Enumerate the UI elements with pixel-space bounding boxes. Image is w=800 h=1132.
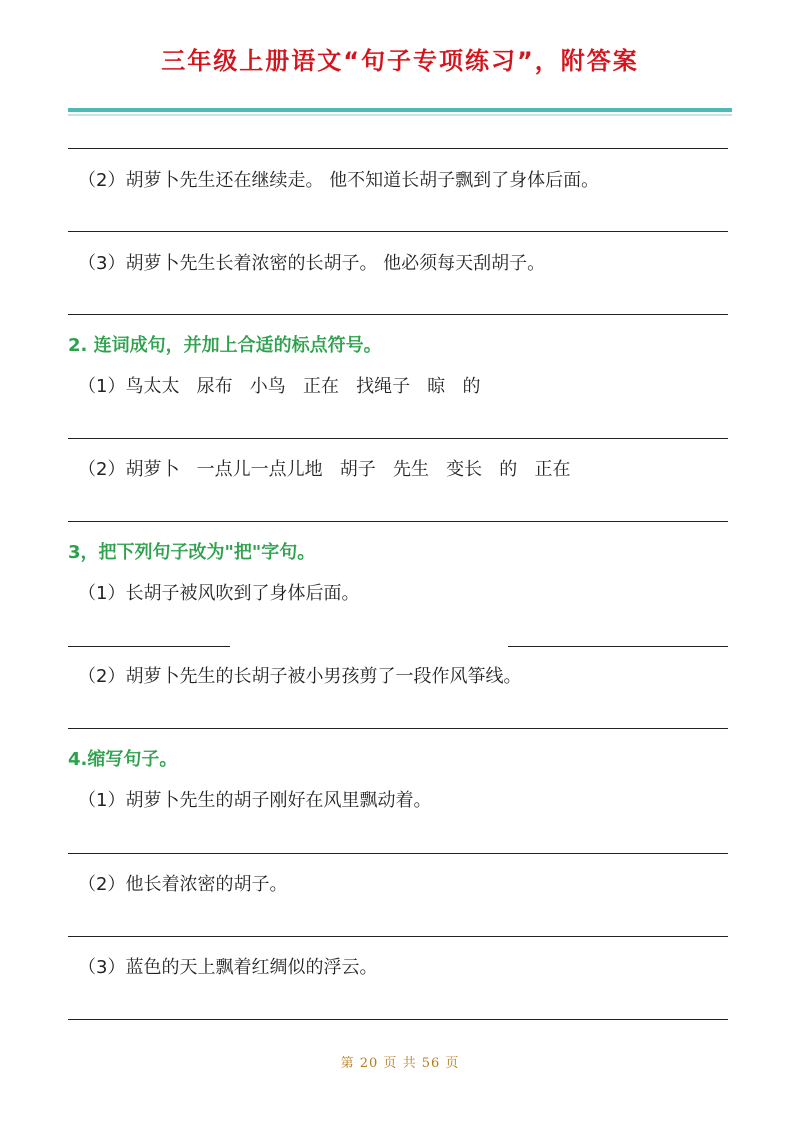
- exercise-item: （3）蓝色的天上飘着红绸似的浮云。: [78, 957, 378, 978]
- exercise-item: （2）他长着浓密的胡子。: [78, 874, 288, 895]
- exercise-item: （3）胡萝卜先生长着浓密的长胡子。 他必须每天刮胡子。: [78, 253, 546, 274]
- section-heading: 2. 连词成句，并加上合适的标点符号。: [68, 335, 382, 356]
- title-divider-shadow: [68, 114, 732, 116]
- answer-line: [68, 728, 728, 729]
- answer-line: [68, 936, 728, 937]
- section-heading: 3，把下列句子改为"把"字句。: [68, 542, 316, 563]
- answer-line: [68, 314, 728, 315]
- answer-line: [68, 853, 728, 854]
- title-divider: [68, 108, 732, 112]
- page-number: 第 20 页 共 56 页: [340, 1056, 460, 1071]
- exercise-item: （2）胡萝卜 一点儿一点儿地 胡子 先生 变长 的 正在: [78, 459, 571, 480]
- answer-line: [508, 646, 728, 647]
- section-heading: 4.缩写句子。: [68, 749, 178, 770]
- exercise-item: （2）胡萝卜先生的长胡子被小男孩剪了一段作风筝线。: [78, 666, 522, 687]
- exercise-item: （1）鸟太太 尿布 小鸟 正在 找绳子 晾 的: [78, 376, 481, 397]
- answer-line: [68, 521, 728, 522]
- answer-line: [68, 646, 230, 647]
- answer-line: [68, 438, 728, 439]
- page-title: 三年级上册语文“句子专项练习”，附答案: [161, 47, 639, 75]
- exercise-item: （2）胡萝卜先生还在继续走。 他不知道长胡子飘到了身体后面。: [78, 170, 600, 191]
- exercise-item: （1）长胡子被风吹到了身体后面。: [78, 583, 360, 604]
- answer-line: [68, 231, 728, 232]
- answer-line: [68, 1019, 728, 1020]
- exercise-item: （1）胡萝卜先生的胡子刚好在风里飘动着。: [78, 790, 432, 811]
- answer-line: [68, 148, 728, 149]
